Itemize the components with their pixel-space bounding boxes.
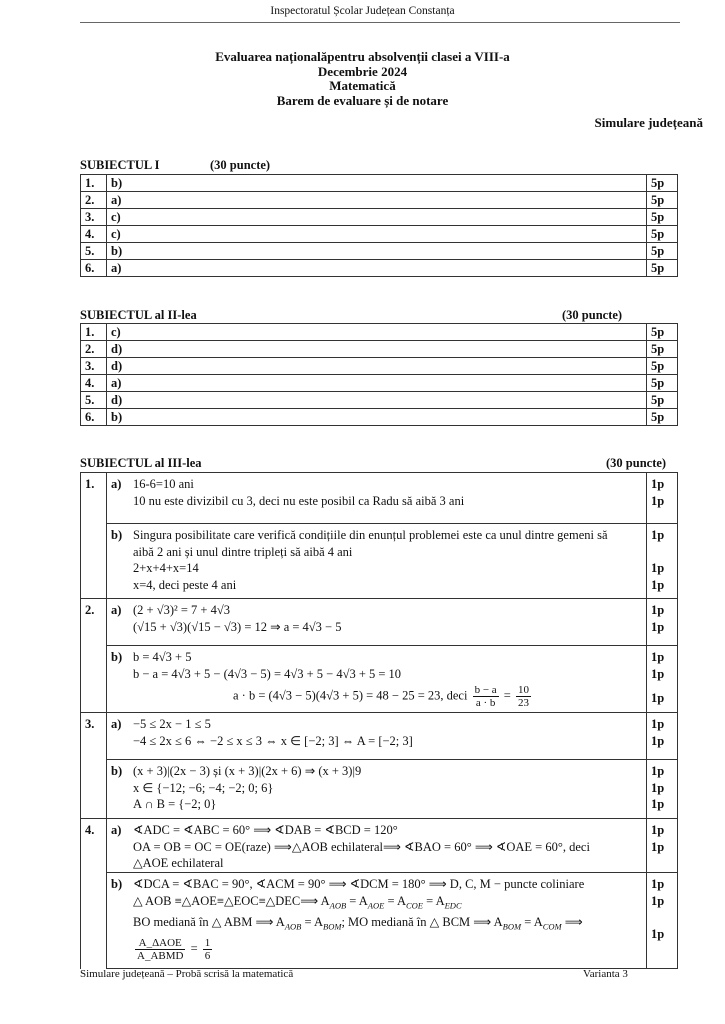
- item-number: [81, 760, 107, 819]
- title-line: Decembrie 2024: [317, 63, 408, 79]
- solution-cell: [107, 473, 647, 524]
- answer: b): [107, 409, 647, 426]
- section-1-heading: [80, 158, 678, 173]
- table-row: [81, 646, 678, 713]
- solution-cell: [107, 819, 647, 873]
- item-points: 5p: [647, 392, 678, 409]
- item-number: 1.: [81, 175, 107, 192]
- item-number: 4.: [81, 226, 107, 243]
- item-number: [81, 646, 107, 713]
- fraction: [473, 684, 499, 709]
- denominator: A_ABMD: [137, 949, 184, 962]
- item-number: 6.: [81, 260, 107, 277]
- solution-line: x=4, deci peste 4 ani: [133, 577, 237, 592]
- points-value: 1p: [651, 926, 665, 941]
- page-header: Inspectoratul Școlar Județean Constanța: [270, 5, 455, 17]
- solution-lines: [133, 763, 361, 813]
- solution-line: [133, 914, 584, 935]
- item-number: 5.: [81, 243, 107, 260]
- points-value: 1p: [651, 877, 665, 891]
- solution-cell: [107, 873, 647, 969]
- solution-part: [111, 524, 642, 593]
- points-value: 1p: [651, 797, 665, 811]
- math-text: = A: [384, 893, 406, 908]
- points-cell: [647, 473, 678, 524]
- denominator: a · b: [475, 697, 496, 709]
- item-number: 2.: [81, 192, 107, 209]
- item-points: 5p: [647, 341, 678, 358]
- table-row: [81, 226, 678, 243]
- solution-line: [133, 893, 584, 914]
- solution-line: 10 nu este divizibil cu 3, deci nu este posibil ca Radu să aibă 3 ani: [133, 493, 465, 508]
- answer: c): [107, 226, 647, 243]
- item-number: 3.: [81, 713, 107, 760]
- subscript: EDC: [444, 900, 462, 910]
- points-value: 1p: [651, 528, 665, 542]
- math-text: =: [187, 940, 201, 955]
- item-number: 3.: [81, 358, 107, 375]
- subscript: AOE: [367, 900, 385, 910]
- solution-line: b − a = 4√3 + 5 − (4√3 − 5) = 4√3 + 5 − 4√3 + 5 = 10: [133, 666, 402, 681]
- solution-line: −4 ≤ 2x ≤ 6 ⇔ −2 ≤ x ≤ 3 ⇔ x ∈ [−2; 3] ⇔ A = [−2; 3]: [133, 733, 413, 748]
- title-line: Barem de evaluare și de notare: [276, 92, 449, 108]
- solution-part: [111, 713, 642, 749]
- solution-lines: [133, 476, 464, 509]
- solution-line: (x + 3)|(2x − 3) și (x + 3)|(2x + 6) ⇒ (x + 3)|9: [133, 764, 362, 778]
- solution-part: [111, 646, 642, 709]
- points-value: 1p: [651, 666, 665, 681]
- section-points: (30 puncte): [606, 456, 667, 470]
- section-1-table: [80, 174, 678, 277]
- item-number: 5.: [81, 392, 107, 409]
- points-value: 1p: [651, 893, 665, 908]
- item-number: 4.: [81, 819, 107, 873]
- table-row: [81, 473, 678, 524]
- item-number: 2.: [81, 599, 107, 646]
- part-letter: b): [111, 528, 123, 542]
- item-number: 6.: [81, 409, 107, 426]
- section-3-heading: [80, 456, 678, 471]
- subscript: AOB: [284, 921, 302, 931]
- table-row: [81, 375, 678, 392]
- points-cell: [647, 713, 678, 760]
- math-text: △ AOB ≡△AOE≡△EOC≡△DEC⟹ A: [133, 893, 330, 908]
- fraction: [203, 937, 213, 962]
- math-text: = A: [422, 893, 445, 908]
- numerator: 1: [204, 936, 211, 949]
- item-number: 4.: [81, 375, 107, 392]
- section-2-table: [80, 323, 678, 426]
- math-text: ; MO mediană în △ BCM ⟹ A: [341, 914, 503, 929]
- section-3-table: [80, 472, 678, 969]
- answer: c): [107, 209, 647, 226]
- subscript: BOM: [502, 921, 522, 931]
- table-row: [81, 260, 678, 277]
- numerator: b − a: [474, 684, 497, 696]
- points-value: 1p: [651, 493, 665, 508]
- answer: b): [107, 175, 647, 192]
- solution-lines: [133, 649, 533, 709]
- section-title: SUBIECTUL al II-lea: [80, 308, 197, 322]
- section-title: SUBIECTUL al III-lea: [80, 456, 202, 470]
- solution-cell: [107, 599, 647, 646]
- solution-cell: [107, 760, 647, 819]
- solution-line: [133, 684, 533, 709]
- item-points: 5p: [647, 260, 678, 277]
- solution-line: x ∈ {−12; −6; −4; −2; 0; 6}: [133, 780, 274, 795]
- section-title: SUBIECTUL I: [80, 158, 160, 172]
- math-text: BO mediană în △ ABM ⟹ A: [133, 914, 285, 929]
- table-row: [81, 524, 678, 599]
- answer: b): [107, 243, 647, 260]
- answer: a): [107, 260, 647, 277]
- item-points: 5p: [647, 226, 678, 243]
- section-points: (30 puncte): [210, 158, 271, 172]
- points-value: 1p: [651, 619, 665, 634]
- section-2-heading: [80, 308, 678, 323]
- solution-lines: [133, 822, 590, 872]
- table-row: [81, 175, 678, 192]
- solution-part: [111, 760, 642, 813]
- math-text: = A: [521, 914, 543, 929]
- subscript: COE: [405, 900, 423, 910]
- table-row: [81, 819, 678, 873]
- item-points: 5p: [647, 409, 678, 426]
- points-value: [651, 544, 673, 561]
- solution-line: OA = OB = OC = OE(raze) ⟹△AOB echilateral⟹ ∢BAO = 60° ⟹ ∢OAE = 60°, deci: [133, 839, 590, 854]
- points-cell: [647, 524, 678, 599]
- solution-line: 16-6=10 ani: [133, 477, 194, 491]
- part-letter: a): [111, 477, 122, 491]
- item-number: [81, 524, 107, 599]
- solution-line: 2+x+4+x=14: [133, 561, 199, 575]
- item-number: 1.: [81, 324, 107, 341]
- section-points: (30 puncte): [562, 308, 623, 322]
- numerator: A_ΔAOE: [135, 937, 185, 950]
- math-text: a · b = (4√3 − 5)(4√3 + 5) = 48 − 25 = 23, deci: [233, 688, 471, 703]
- title-line: Matematică: [329, 78, 396, 93]
- points-value: 1p: [651, 561, 665, 575]
- answer: d): [107, 358, 647, 375]
- part-letter: a): [111, 717, 122, 731]
- solution-line: b = 4√3 + 5: [133, 650, 192, 664]
- points-value: 1p: [651, 603, 665, 617]
- solution-cell: [107, 524, 647, 599]
- points-value: 1p: [651, 823, 665, 837]
- table-row: [81, 713, 678, 760]
- title-line: Evaluarea naționalăpentru absolvenții clasei a VIII-a: [215, 49, 510, 64]
- answer: a): [107, 375, 647, 392]
- document-title: [0, 50, 725, 108]
- points-value: 1p: [651, 780, 665, 795]
- item-number: 1.: [81, 473, 107, 524]
- table-row: [81, 209, 678, 226]
- table-row: [81, 192, 678, 209]
- solution-lines: [133, 716, 413, 749]
- part-letter: b): [111, 764, 123, 778]
- subscript: COM: [542, 921, 562, 931]
- solution-line: [133, 937, 584, 962]
- solution-line: △AOE echilateral: [133, 856, 224, 870]
- math-text: ⟹: [561, 914, 583, 929]
- solution-line: aibă 2 ani și unul dintre tripleți să aibă 4 ani: [133, 544, 353, 559]
- solution-line: ∢ADC = ∢ABC = 60° ⟹ ∢DAB = ∢BCD = 120°: [133, 823, 398, 837]
- answer: d): [107, 392, 647, 409]
- solution-part: [111, 873, 642, 962]
- table-row: [81, 409, 678, 426]
- solution-lines: [133, 876, 584, 962]
- part-letter: a): [111, 823, 122, 837]
- item-points: 5p: [647, 175, 678, 192]
- table-row: [81, 358, 678, 375]
- item-points: 5p: [647, 209, 678, 226]
- points-value: 1p: [651, 839, 665, 854]
- points-value: 1p: [651, 691, 665, 705]
- header-divider: [80, 22, 680, 23]
- math-text: =: [500, 688, 514, 703]
- solution-line: ∢DCA = ∢BAC = 90°, ∢ACM = 90° ⟹ ∢DCM = 180° ⟹ D, C, M − puncte coliniare: [133, 877, 585, 891]
- solution-line: A ∩ B = {−2; 0}: [133, 797, 217, 811]
- solution-lines: [133, 527, 608, 593]
- points-cell: [647, 760, 678, 819]
- item-number: [81, 873, 107, 969]
- table-row: [81, 873, 678, 969]
- item-points: 5p: [647, 192, 678, 209]
- answer: c): [107, 324, 647, 341]
- part-letter: b): [111, 877, 123, 891]
- item-points: 5p: [647, 358, 678, 375]
- simulation-label: Simulare județeană: [594, 115, 703, 130]
- fraction: [135, 937, 185, 962]
- points-value: 1p: [651, 650, 665, 664]
- table-row: [81, 599, 678, 646]
- footer-left: Simulare județeană – Probă scrisă la matematică: [80, 968, 294, 980]
- answer: d): [107, 341, 647, 358]
- solution-part: [111, 819, 642, 872]
- points-value: 1p: [651, 733, 665, 748]
- solution-cell: [107, 713, 647, 760]
- points-cell: [647, 819, 678, 873]
- points-value: 1p: [651, 477, 665, 491]
- points-value: [651, 855, 673, 872]
- points-value: [651, 909, 673, 926]
- solution-line: (2 + √3)² = 7 + 4√3: [133, 603, 230, 617]
- numerator: 10: [517, 684, 529, 696]
- solution-line: −5 ≤ 2x − 1 ≤ 5: [133, 717, 211, 731]
- solution-line: (√15 + √3)(√15 − √3) = 12 ⇒ a = 4√3 − 5: [133, 619, 342, 634]
- solution-lines: [133, 602, 341, 635]
- table-row: [81, 760, 678, 819]
- points-cell: [647, 646, 678, 713]
- table-row: [81, 324, 678, 341]
- solution-cell: [107, 646, 647, 713]
- item-points: 5p: [647, 243, 678, 260]
- item-number: 3.: [81, 209, 107, 226]
- points-cell: [647, 599, 678, 646]
- item-number: 2.: [81, 341, 107, 358]
- part-letter: b): [111, 650, 123, 664]
- points-value: 1p: [651, 577, 665, 592]
- footer-right: Varianta 3: [583, 968, 628, 980]
- points-value: 1p: [651, 717, 665, 731]
- table-row: [81, 392, 678, 409]
- fraction: [516, 684, 531, 709]
- denominator: 23: [517, 697, 529, 709]
- points-value: 1p: [651, 764, 665, 778]
- subscript: AOB: [329, 900, 347, 910]
- solution-part: [111, 473, 642, 509]
- denominator: 6: [204, 949, 211, 962]
- answer: a): [107, 192, 647, 209]
- solution-line: Singura posibilitate care verifică condițiile din enunțul problemei este ca unul dintre gemeni să: [133, 528, 608, 542]
- table-row: [81, 341, 678, 358]
- part-letter: a): [111, 603, 122, 617]
- points-cell: [647, 873, 678, 969]
- solution-part: [111, 599, 642, 635]
- math-text: = A: [301, 914, 324, 929]
- table-row: [81, 243, 678, 260]
- math-text: = A: [346, 893, 368, 908]
- subscript: BOM: [323, 921, 342, 931]
- item-points: 5p: [647, 375, 678, 392]
- item-points: 5p: [647, 324, 678, 341]
